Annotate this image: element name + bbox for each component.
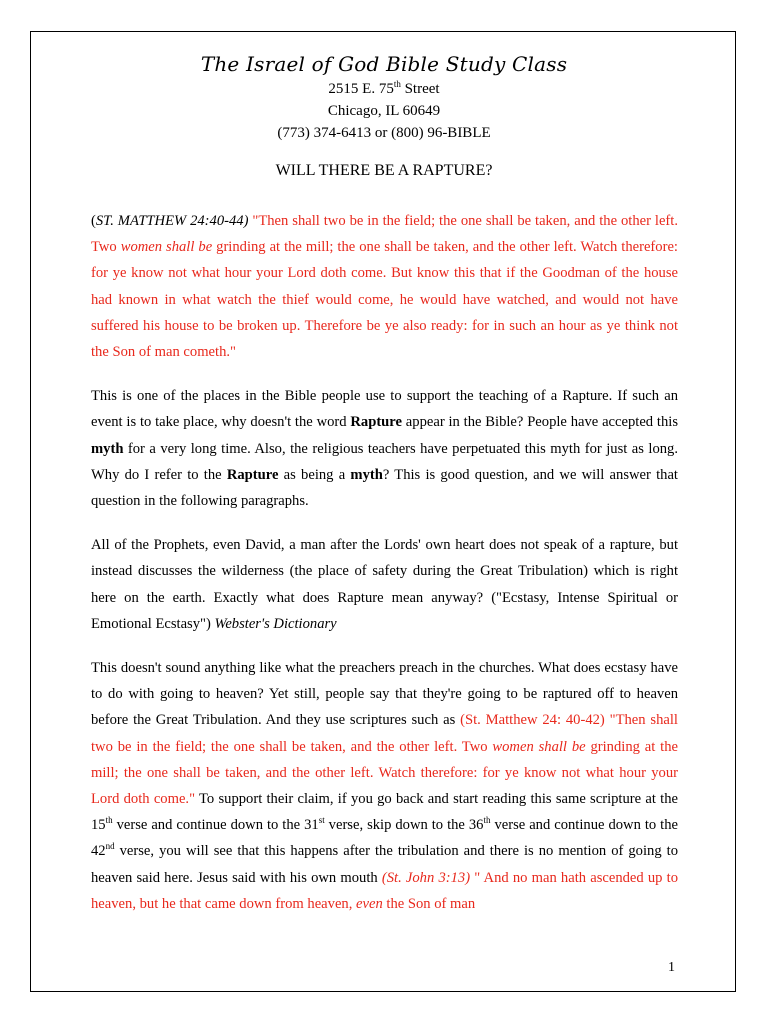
- city-state-zip: Chicago, IL 60649: [327, 103, 441, 119]
- body-text: [91, 208, 678, 935]
- paragraph-ecstasy: This doesn't sound anything like what the preachers preach in the churches. What does ecstasy have to do with going to heaven? Yet still, people say that they're going to be raptured off to heaven before the Great Tribulation. And they use scriptures such as (St. Matthew 24: 40-42) "Then shall two be in the field; the one shall be taken, and the other left. Two women shall be grinding at the mill; the one shall be taken, and the other left. Watch therefore: for ye know not what hour your Lord doth come." To support their claim, if you go back and start reading this same scripture at the 15th verse and continue down to the 31st verse, skip down to the 36th verse and continue down to the 42nd verse, you will see that this happens after the tribulation and there is no mention of going to heaven said here. Jesus said with his own mouth (St. John 3:13) " And no man hath ascended up to heaven, but he that came down from heaven, even the Son of man: [91, 660, 678, 912]
- scripture-reference: (St. John 3:13): [381, 869, 471, 886]
- paragraph-intro: This is one of the places in the Bible people use to support the teaching of a Rapture. If such an event is to take place, why doesn't the word Rapture appear in the Bible? People have accepted this myth for a very long time. Also, the religious teachers have perpetuated this myth for just as long. Why do I refer to the Rapture as being a myth? This is good question, and we will answer that question in the following paragraphs.: [91, 388, 678, 510]
- page-number: 1: [668, 960, 675, 975]
- letterhead: [0, 50, 768, 144]
- street-address: 2515 E. 75th Street: [328, 79, 440, 97]
- paragraph-scripture: (ST. MATTHEW 24:40-44) "Then shall two be in the field; the one shall be taken, and the other left. Two women shall be grinding at the mill; the one shall be taken, and the other left. Watch therefore: for ye know not what hour your Lord doth come. But know this that if the Goodman of the house had known in what watch the thief would come, he would have watched, and would not have suffered his house to be broken up. Therefore be ye also ready: for in such an hour as ye think not the Son of man cometh.": [91, 213, 678, 361]
- scripture-reference: ST. MATTHEW 24:40-44): [95, 213, 249, 229]
- scripture-reference: (St. Matthew 24: 40-42): [460, 712, 605, 729]
- paragraph-prophets: All of the Prophets, even David, a man after the Lords' own heart does not speak of a rapture, but instead discusses the wilderness (the place of safety during the Great Tribulation) which is right here on the earth. Exactly what does Rapture mean anyway? ("Ecstasy, Intense Spiritual or Emotional Ecstasy") Webster's Dictionary: [91, 537, 678, 632]
- dictionary-citation: Webster's Dictionary: [214, 615, 337, 632]
- organization-name: The Israel of God Bible Study Class: [200, 52, 568, 76]
- document-title: WILL THERE BE A RAPTURE?: [275, 162, 493, 179]
- phone-numbers: (773) 374-6413 or (800) 96-BIBLE: [277, 125, 491, 141]
